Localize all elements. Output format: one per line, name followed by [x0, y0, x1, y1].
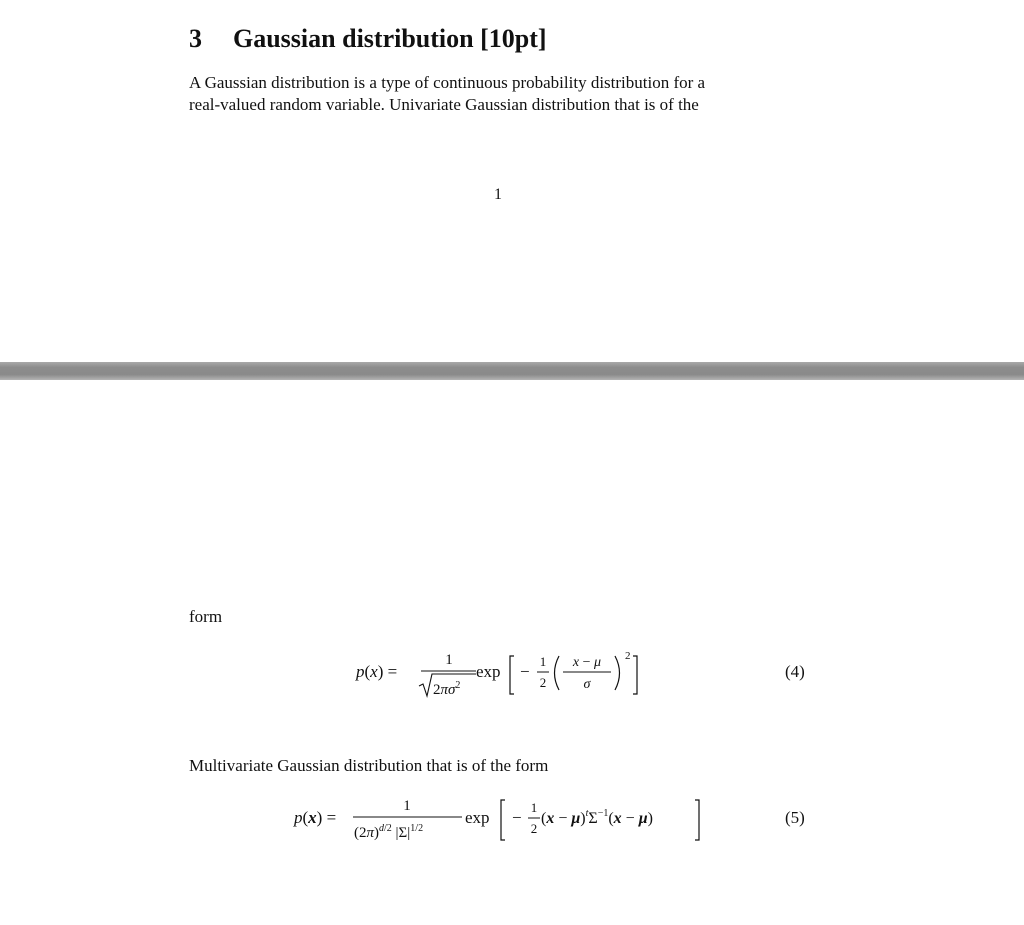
- eq4-denominator: $2\pi\sigma^2$: [433, 680, 461, 698]
- equation-5-label: (5): [785, 808, 805, 827]
- eq4-right-bracket: [633, 656, 637, 694]
- eq4-minus: −: [520, 662, 530, 681]
- eq5-lhs: p(x) =: [294, 808, 337, 827]
- eq4-inner-denominator: σ: [583, 677, 591, 692]
- multivariate-intro: Multivariate Gaussian distribution that is of the form: [189, 756, 549, 775]
- page-top: [0, 0, 1024, 362]
- eq5-right-bracket: [695, 800, 699, 840]
- paragraph-line-1: A Gaussian distribution is a type of continuous probability distribution for a: [189, 73, 706, 92]
- eq4-power: 2: [625, 650, 631, 662]
- eq4-lhs: p(x) =: [356, 662, 398, 681]
- equation-multivariate: [0, 788, 1024, 858]
- section-number: 3: [189, 24, 202, 53]
- equation-4-label: (4): [785, 662, 805, 681]
- page-bottom: [0, 380, 1024, 925]
- page-break-divider: [0, 362, 1024, 380]
- intro-paragraph: [189, 72, 809, 116]
- eq5-body: $(x - \mu)^t\Sigma^{-1}(x - \mu)$: [541, 808, 653, 827]
- eq5-numerator: 1: [403, 798, 411, 814]
- eq4-exp: exp: [476, 662, 501, 681]
- page-number: 1: [494, 186, 502, 203]
- eq4-half-denominator: 2: [539, 675, 547, 690]
- eq5-denominator: $(2\pi)^d/2$ $|\Sigma|^{1/2}$: [354, 823, 424, 841]
- eq5-exp: exp: [465, 808, 490, 827]
- eq5-half-numerator: 1: [530, 800, 538, 815]
- eq5-left-bracket: [501, 800, 505, 840]
- equation-univariate: [0, 642, 1024, 712]
- eq4-left-paren: [555, 656, 560, 690]
- section-heading: [189, 24, 547, 54]
- eq5-minus: −: [512, 808, 522, 827]
- continuation-text: form: [189, 607, 223, 626]
- eq4-inner-numerator: x − μ: [572, 655, 602, 670]
- paragraph-line-2: real-valued random variable. Univariate Gaussian distribution that is of the: [189, 95, 699, 114]
- eq4-right-paren: [615, 656, 620, 690]
- eq4-half-numerator: 1: [539, 654, 547, 669]
- eq4-left-bracket: [510, 656, 514, 694]
- eq5-half-denominator: 2: [530, 821, 538, 836]
- section-title: Gaussian distribution [10pt]: [233, 24, 547, 53]
- eq4-numerator: 1: [445, 652, 453, 668]
